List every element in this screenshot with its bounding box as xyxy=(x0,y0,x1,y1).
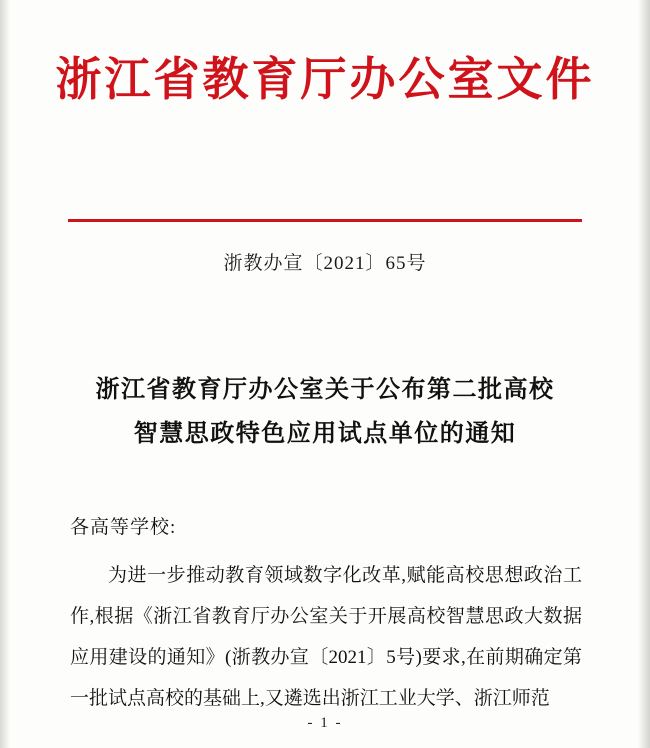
body-paragraph: 为进一步推动教育领域数字化改革,赋能高校思想政治工作,根据《浙江省教育厅办公室关于开展高校智慧思政大数据应用建设的通知》(浙教办宣〔2021〕5号)要求,在前期确定第一批试点高校的基础上,又遴选出浙江工业大学、浙江师范 xyxy=(70,565,582,709)
red-separator-rule xyxy=(68,219,582,222)
salutation: 各高等学校: xyxy=(70,517,177,538)
page-number: - 1 - xyxy=(307,715,343,731)
document-number: 浙教办宣〔2021〕65号 xyxy=(223,253,427,274)
document-title: 浙江省教育厅办公室文件 xyxy=(55,52,595,106)
document-headline xyxy=(70,368,580,457)
headline-line-2: 智慧思政特色应用试点单位的通知 xyxy=(133,421,517,448)
headline-line-1: 浙江省教育厅办公室关于公布第二批高校 xyxy=(95,377,555,403)
